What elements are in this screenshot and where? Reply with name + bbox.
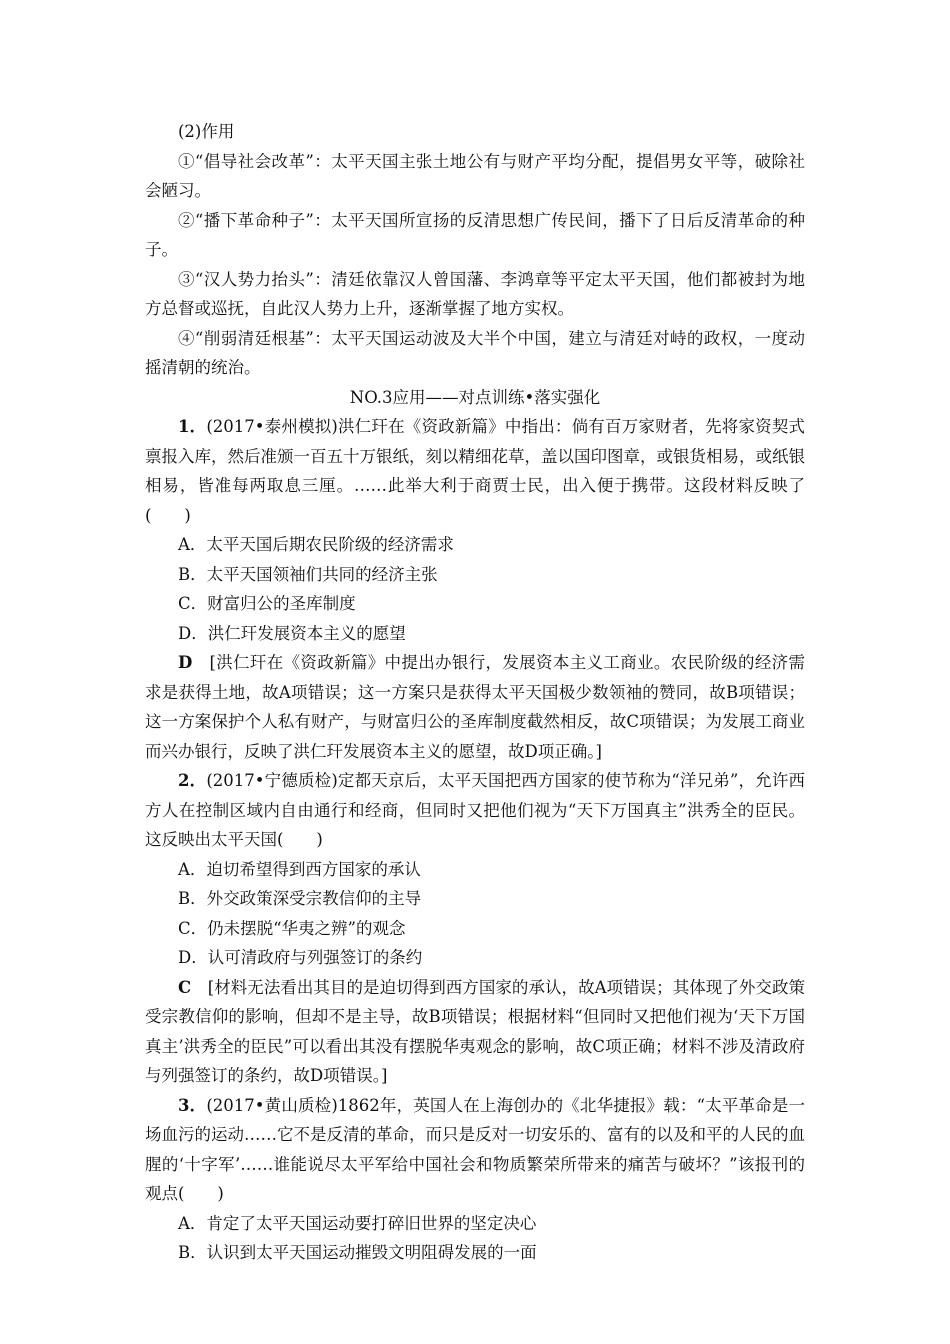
- option: B．太平天国领袖们共同的经济主张: [178, 564, 438, 584]
- answer-2: [145, 973, 805, 1091]
- question-1: [145, 412, 805, 530]
- effect-item: ①“倡导社会改革”：太平天国主张土地公有与财产平均分配，提倡男女平等，破除社会陋习。: [145, 151, 805, 200]
- question-stem: (2017•宁德质检)定都天京后，太平天国把西方国家的使节称为“洋兄弟”，允许西方人在控制区域内自由通行和经商，但同时又把他们视为“天下万国真主”洪秀全的臣民。这反映出太平天国( ): [145, 771, 806, 849]
- question-number: 3．: [178, 1095, 207, 1115]
- option: C．财富归公的圣库制度: [178, 594, 356, 613]
- answer-letter: C: [178, 977, 192, 997]
- answer-explanation: [洪仁玕在《资政新篇》中提出办银行，发展资本主义工商业。农民阶级的经济需求是获得土地，故A项错误；这一方案只是获得太平天国极少数领袖的赞同，故B项错误；这一方案保护个人私有财产，与财富归公的圣库制度截然相反，故C项错误；为发展工商业而兴办银行，反映了洪仁玕发展资本主义的愿望，故D项正确。]: [145, 653, 805, 761]
- question-3: [145, 1091, 805, 1209]
- option: D．洪仁玕发展资本主义的愿望: [178, 623, 406, 643]
- option: B．外交政策深受宗教信仰的主导: [178, 889, 422, 908]
- answer-explanation: [材料无法看出其目的是迫切得到西方国家的承认，故A项错误；其体现了外交政策受宗教信仰的影响，但却不是主导，故B项错误；根据材料“但同时又把他们视为‘天下万国真主’洪秀全的臣民”可以看出其没有摆脱华夷观念的影响，故C项正确；材料不涉及清政府与列强签订的条约，故D项错误。]: [145, 977, 805, 1085]
- option: B．认识到太平天国运动摧毁文明阻碍发展的一面: [178, 1243, 537, 1262]
- effect-item: ③“汉人势力抬头”：清廷依靠汉人曾国藩、李鸿章等平定太平天国，他们都被封为地方总督或巡抚，自此汉人势力上升，逐渐掌握了地方实权。: [145, 269, 805, 318]
- question-2: [145, 766, 805, 855]
- document-page: [145, 117, 805, 1268]
- option: A．迫切希望得到西方国家的承认: [178, 859, 421, 879]
- question-stem: (2017•泰州模拟)洪仁玕在《资政新篇》中指出：倘有百万家财者，先将家资契式禀报入库，然后准颁一百五十万银纸，刻以精细花草，盖以国印图章，或银货相易，或纸银相易，皆准每两取息三厘。……此举大利于商贾士民，出入便于携带。这段材料反映了( ): [145, 417, 805, 525]
- effect-item: ④“削弱清廷根基”：太平天国运动波及大半个中国，建立与清廷对峙的政权，一度动摇清朝的统治。: [145, 328, 805, 377]
- effect-item: ②“播下革命种子”：太平天国所宣扬的反清思想广传民间，播下了日后反清革命的种子。: [145, 210, 805, 259]
- option: A．太平天国后期农民阶级的经济需求: [178, 535, 454, 554]
- answer-1: [145, 648, 805, 766]
- option: D．认可清政府与列强签订的条约: [178, 948, 423, 967]
- option: A．肯定了太平天国运动要打碎旧世界的坚定决心: [178, 1213, 537, 1233]
- option: C．仍未摆脱“华夷之辨”的观念: [178, 918, 406, 938]
- section-heading: (2)作用: [178, 122, 235, 141]
- question-number: 2．: [178, 771, 207, 790]
- practice-title: NO.3应用——对点训练•落实强化: [349, 387, 601, 407]
- answer-letter: D: [178, 653, 193, 672]
- question-stem: (2017•黄山质检)1862年，英国人在上海创办的《北华捷报》载：“太平革命是一场血污的运动……它不是反清的革命，而只是反对一切安乐的、富有的以及和平的人民的血腥的‘十字军’……谁能说尽太平军给中国社会和物质繁荣所带来的痛苦与破坏？”该报刊的观点( ): [145, 1095, 806, 1203]
- question-number: 1．: [178, 417, 207, 436]
